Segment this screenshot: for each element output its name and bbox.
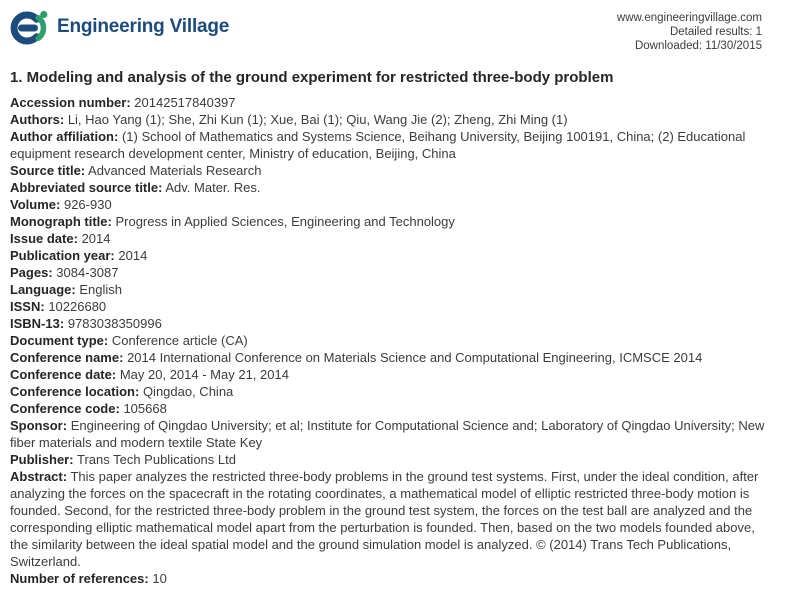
field-value: Engineering of Qingdao University; et al; Institute for Computational Science and; Laboratory of Qingdao University; New fiber materials and modern textile State Key [10, 418, 765, 450]
detailed-results-count: Detailed results: 1 [669, 26, 762, 38]
field-value: 3084-3087 [56, 265, 119, 280]
field-value: Qingdao, China [142, 384, 234, 399]
field-row [10, 332, 767, 349]
field-row [10, 349, 767, 366]
field-row [10, 383, 767, 400]
record [0, 68, 800, 587]
field-row [10, 264, 767, 281]
field-label: Conference date : [10, 367, 116, 382]
field-row [10, 162, 767, 179]
field-label: Publication year : [10, 248, 115, 263]
field-row [10, 281, 767, 298]
field-value: 2014 International Conference on Materials Science and Computational Engineering, ICMSCE 2014 [127, 350, 703, 365]
field-value: Progress in Applied Sciences, Engineering and Technology [115, 214, 455, 229]
field-label: Author affiliation : [10, 129, 118, 144]
field-value: May 20, 2014 - May 21, 2014 [119, 367, 289, 382]
engineering-village-logo [10, 7, 229, 47]
field-label: Pages : [10, 265, 53, 280]
field-value: Conference article (CA) [111, 333, 248, 348]
field-value: 2014 [81, 231, 111, 246]
field-row [10, 247, 767, 264]
field-value: English [79, 282, 123, 297]
field-value: Trans Tech Publications Ltd [76, 452, 236, 467]
field-label: Sponsor : [10, 418, 67, 433]
record-title: 1. Modeling and analysis of the ground experiment for restricted three-body problem [10, 69, 614, 86]
field-row [10, 366, 767, 383]
field-label: Abbreviated source title : [10, 180, 162, 195]
field-row [10, 179, 767, 196]
field-label: ISBN-13 : [10, 316, 64, 331]
field-value: 105668 [123, 401, 167, 416]
field-row [10, 400, 767, 417]
field-label: Conference name : [10, 350, 123, 365]
field-value: Adv. Mater. Res. [165, 180, 261, 195]
field-row [10, 128, 767, 162]
field-value: This paper analyzes the restricted three-body problems in the ground test systems. First, under the ideal condition, after analyzing the forces on the spacecraft in the rotating coordinates, a mathematical model of elliptic restricted three-body motion is founded. Second, for the restricted three-body problem in the ground test system, the forces on the test ball are analyzed and the corresponding elliptic mathematical model apart from the perturbation is founded. Then, based on the two models founded above, the similarity between the ideal spatial model and the ground simulation model is analyzed. © (2014) Trans Tech Publications, Switzerland. [10, 469, 759, 569]
field-row [10, 570, 767, 587]
field-label: Issue date : [10, 231, 78, 246]
field-label: Abstract : [10, 469, 67, 484]
field-value: 10 [152, 571, 167, 586]
field-row [10, 213, 767, 230]
field-row [10, 417, 767, 451]
field-row [10, 468, 767, 570]
field-value: 10226680 [48, 299, 107, 314]
field-label: Authors : [10, 112, 64, 127]
field-label: Source title : [10, 163, 85, 178]
downloaded-date: Downloaded: 11/30/2015 [634, 40, 762, 52]
field-label: Conference location : [10, 384, 139, 399]
field-value: 9783038350996 [67, 316, 162, 331]
record-fields [10, 94, 767, 587]
field-row [10, 230, 767, 247]
field-label: Document type : [10, 333, 108, 348]
field-label: Volume : [10, 197, 60, 212]
field-row [10, 196, 767, 213]
header [0, 0, 800, 53]
field-value: (1) School of Mathematics and Systems Science, Beihang University, Beijing 100191, China; (2) Educational equipment research development center, Ministry of education, Beijing, China [10, 129, 746, 161]
site-url: www.engineeringvillage.com [616, 12, 762, 24]
field-row [10, 298, 767, 315]
field-label: Number of references : [10, 571, 149, 586]
field-label: Accession number : [10, 95, 131, 110]
field-row [10, 94, 767, 111]
field-label: Conference code : [10, 401, 120, 416]
field-row [10, 451, 767, 468]
field-row [10, 111, 767, 128]
field-value: 20142517840397 [134, 95, 236, 110]
field-label: Monograph title : [10, 214, 112, 229]
header-meta [617, 7, 762, 53]
field-value: Advanced Materials Research [88, 163, 262, 178]
ei-logo-icon [10, 7, 50, 47]
field-value: Li, Hao Yang (1); She, Zhi Kun (1); Xue, Bai (1); Qiu, Wang Jie (2); Zheng, Zhi Ming (1) [67, 112, 568, 127]
field-label: Language : [10, 282, 76, 297]
field-label: ISSN : [10, 299, 45, 314]
field-value: 2014 [118, 248, 148, 263]
logo-text: Engineering Village [57, 16, 230, 37]
field-value: 926-930 [63, 197, 112, 212]
field-row [10, 315, 767, 332]
field-label: Publisher : [10, 452, 74, 467]
